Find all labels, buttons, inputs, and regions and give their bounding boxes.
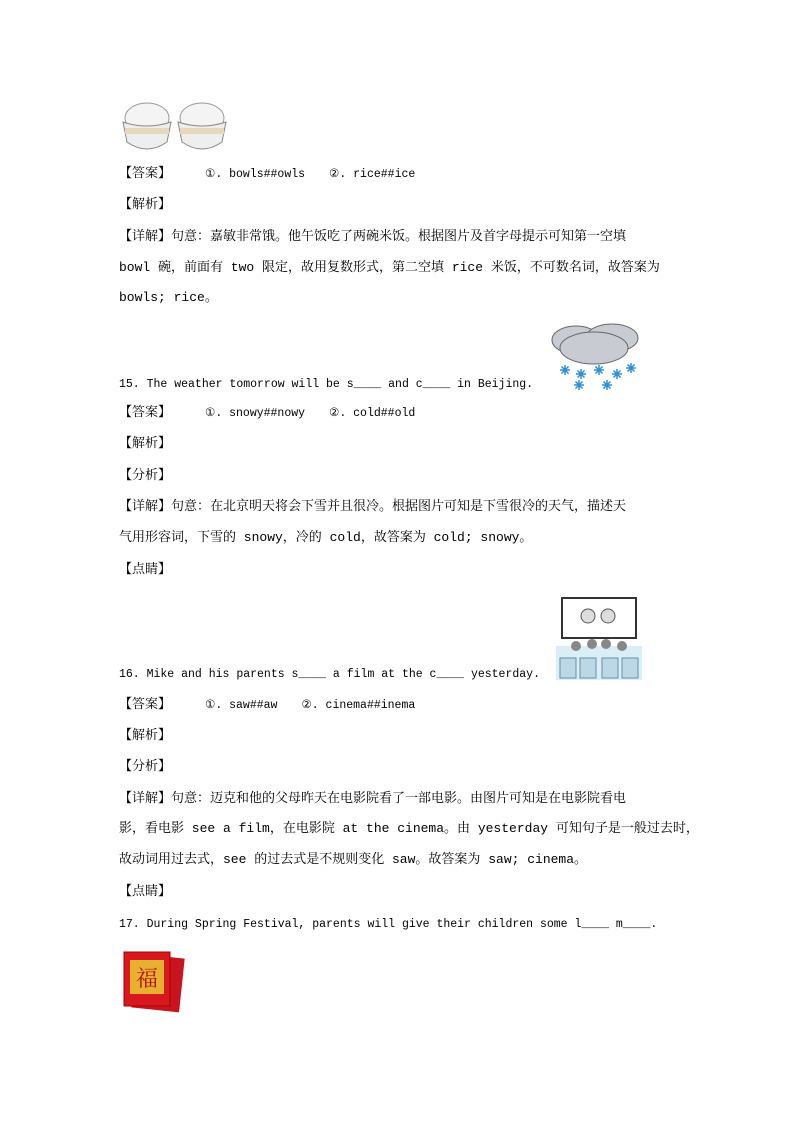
red-envelope-image	[120, 948, 186, 1014]
q16-answer	[119, 696, 415, 715]
answer-tag: 【答案】	[119, 405, 172, 420]
q16-analysis-tag: 【解析】	[119, 728, 172, 743]
fu-character: 福	[135, 967, 159, 992]
q16-detail-line: 【详解】句意：迈克和他的父母昨天在电影院看了一部电影。由图片可知是在电影院看电	[119, 791, 627, 806]
rice-bowls-image	[120, 98, 230, 158]
answer-2: ②. cold##old	[329, 407, 416, 420]
answer-1: ①. snowy##nowy	[205, 407, 306, 420]
q15-detail-line: 气用形容词，下雪的 snowy，冷的 cold，故答案为 cold; snowy。	[119, 530, 533, 545]
q17-question: 17. During Spring Festival, parents will give their children some l____ m____.	[119, 918, 658, 931]
q15-analysis-tag: 【解析】	[119, 436, 172, 451]
answer-1: ①. saw##aw	[205, 699, 278, 712]
q15-fenxi-tag: 【分析】	[119, 468, 172, 483]
q16-question: 16. Mike and his parents s____ a film at the c____ yesterday.	[119, 668, 540, 681]
answer-1: ①. bowls##owls	[205, 168, 306, 181]
q14-answer	[119, 165, 415, 184]
q14-detail-line: 【详解】句意：嘉敏非常饿。他午饭吃了两碗米饭。根据图片及首字母提示可知第一空填	[119, 229, 627, 244]
q16-fenxi-tag: 【分析】	[119, 759, 172, 774]
q16-detail-line: 故动词用过去式，see 的过去式是不规则变化 saw。故答案为 saw; cinema。	[119, 852, 588, 867]
snow-cloud-image	[546, 318, 642, 392]
q14-analysis-tag: 【解析】	[119, 197, 172, 212]
q15-question: 15. The weather tomorrow will be s____ and c____ in Beijing.	[119, 378, 534, 391]
q14-detail-line: bowl 碗，前面有 two 限定，故用复数形式，第二空填 rice 米饭，不可数名词，故答案为	[119, 260, 660, 275]
answer-2: ②. cinema##inema	[301, 699, 416, 712]
q15-answer	[119, 404, 415, 423]
q16-dianjing-tag: 【点睛】	[119, 884, 172, 899]
answer-tag: 【答案】	[119, 166, 172, 181]
answer-tag: 【答案】	[119, 697, 172, 712]
q14-detail-line: bowls; rice。	[119, 290, 218, 305]
snowflake-icons	[560, 363, 636, 390]
cinema-image	[556, 596, 642, 682]
q15-dianjing-tag: 【点睛】	[119, 562, 172, 577]
q15-detail-line: 【详解】句意：在北京明天将会下雪并且很冷。根据图片可知是下雪很冷的天气，描述天	[119, 499, 627, 514]
answer-2: ②. rice##ice	[329, 168, 416, 181]
q16-detail-line: 影，看电影 see a film，在电影院 at the cinema。由 yesterday 可知句子是一般过去时，	[119, 821, 699, 836]
